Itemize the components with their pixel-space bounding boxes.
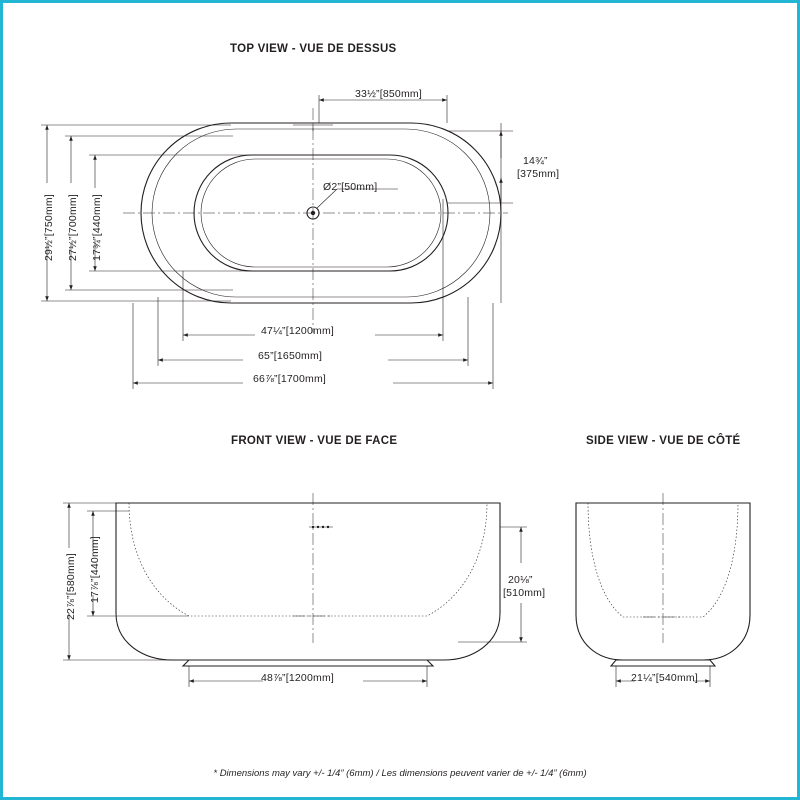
top-dim-1650-label: 65”[1650mm] bbox=[258, 350, 323, 362]
front-dim-510-label-2: [510mm] bbox=[503, 587, 546, 599]
footer-note: * Dimensions may vary +/- 1/4” (6mm) / Les dimensions peuvent varier de +/- 1/4” (6mm) bbox=[213, 768, 587, 779]
top-dim-750-label: 29½”[750mm] bbox=[43, 194, 55, 261]
front-dim-left-group bbox=[63, 503, 189, 660]
top-view-title: TOP VIEW - VUE DE DESSUS bbox=[230, 43, 397, 55]
top-dim-width-850-label: 33½”[850mm] bbox=[355, 88, 422, 100]
side-dim-base-label: 21¼”[540mm] bbox=[631, 672, 698, 684]
top-dim-700-label: 27½”[700mm] bbox=[67, 194, 79, 261]
top-dim-depth-375-label-2: [375mm] bbox=[517, 168, 560, 180]
front-dim-580-label: 22⅞”[580mm] bbox=[65, 553, 77, 620]
front-dim-base-label: 48⅞”[1200mm] bbox=[261, 672, 335, 684]
front-dim-440-label: 17⅞”[440mm] bbox=[89, 536, 101, 603]
side-view-outline bbox=[576, 493, 750, 666]
top-dim-1700-label: 66⅞”[1700mm] bbox=[253, 373, 327, 385]
top-dim-440-label: 17¾”[440mm] bbox=[91, 194, 103, 261]
side-view-title: SIDE VIEW - VUE DE CÔTÉ bbox=[586, 435, 741, 447]
top-dim-depth-375-label-1: 14¾” bbox=[523, 155, 548, 167]
top-dim-1200-label: 47¼”[1200mm] bbox=[261, 325, 335, 337]
front-view-title: FRONT VIEW - VUE DE FACE bbox=[231, 435, 398, 447]
front-dim-510-label-1: 20⅛” bbox=[508, 574, 533, 586]
drain-diameter-label: Ø2”[50mm] bbox=[323, 181, 378, 193]
top-view-outline bbox=[123, 108, 508, 333]
front-view-outline bbox=[116, 493, 500, 666]
